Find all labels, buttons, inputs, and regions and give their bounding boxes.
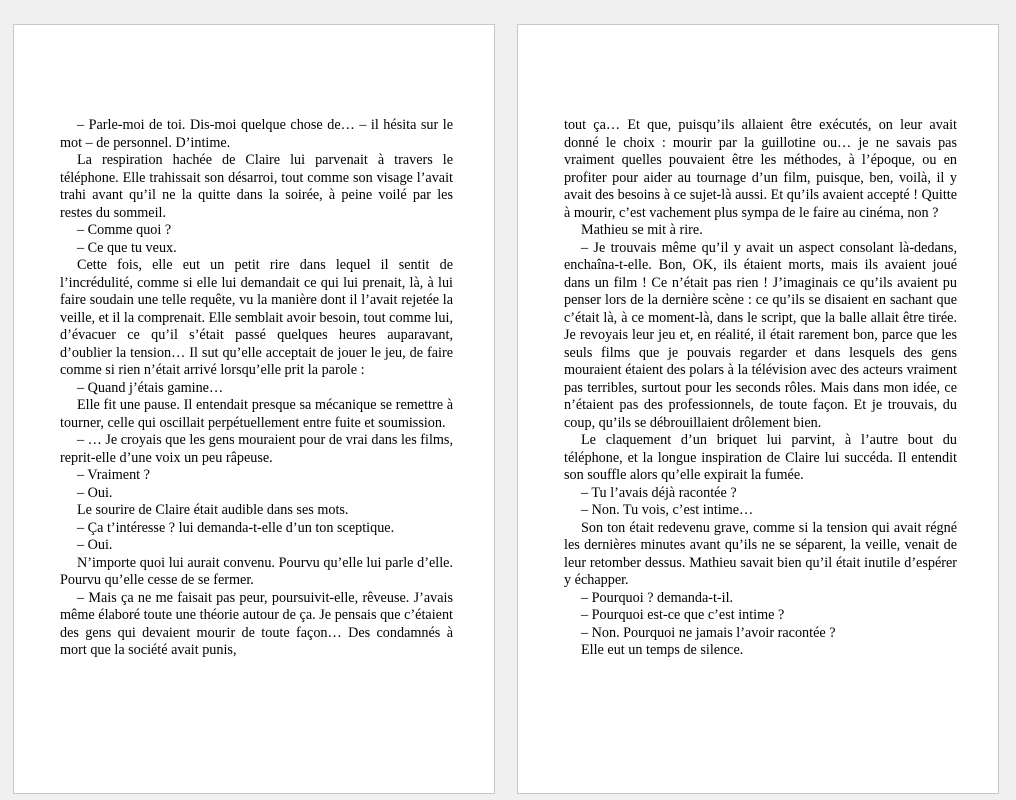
page-left[interactable]: [13, 24, 495, 794]
paragraph: Le sourire de Claire était audible dans ses mots.: [77, 502, 349, 518]
page-left-text: [60, 117, 453, 660]
paragraph: Elle fit une pause. Il entendait presque sa mécanique se remettre à tourner, celle qui oscillait perpétuellement entre fuite et soumission.: [60, 397, 453, 431]
paragraph: – Pourquoi ? demanda-t-il.: [581, 589, 734, 606]
paragraph: – Comme quoi ?: [77, 222, 172, 238]
paragraph: – Parle-moi de toi. Dis-moi quelque chose de… – il hésita sur le mot – de personnel. D’intime.: [60, 117, 453, 151]
paragraph: – Ce que tu veux.: [77, 239, 177, 256]
paragraph: – Je trouvais même qu’il y avait un aspect consolant là-dedans, enchaîna-t-elle. Bon, OK, ils étaient morts, mais ils avaient joué dans un film ! Ce n’était pas rien ! J’imaginais ce qu’ils avaient pu penser lors de la dernière scène : ce qu’ils se disaient en sachant que c’était là, à ce moment-là, dans le script, que la balle allait être tirée. Je revoyais leur jeu et, en réalité, il était rarement bon, parce que les seuls films que je pouvais regarder et dans lesquels des gens mouraient étaient des polars à la télévision avec des acteurs vraiment pas terribles, surtout pour les seconds rôles. Mais dans mon idée, ce n’étaient pas des professionnels, de toute façon. Et je trouvais, du coup, qu’ils se débrouillaient drôlement bien.: [564, 239, 957, 431]
paragraph: – … Je croyais que les gens mouraient pour de vrai dans les films, reprit-elle d’une voix un peu râpeuse.: [60, 432, 453, 466]
paragraph: Elle eut un temps de silence.: [581, 642, 744, 658]
paragraph: – Quand j’étais gamine…: [77, 379, 224, 396]
paragraph: – Oui.: [77, 484, 113, 501]
paragraph: N’importe quoi lui aurait convenu. Pourvu qu’elle lui parle d’elle. Pourvu qu’elle cesse de se fermer.: [60, 554, 453, 588]
paragraph: – Tu l’avais déjà racontée ?: [581, 484, 737, 501]
paragraph: Mathieu se mit à rire.: [581, 222, 703, 238]
paragraph: – Non. Pourquoi ne jamais l’avoir racontée ?: [581, 624, 836, 641]
paragraph: tout ça… Et que, puisqu’ils allaient être exécutés, on leur avait donné le choix : mourir par la guillotine ou… je ne savais pas vraiment quelles pouvaient être les méthodes, à l’époque, ou en profiter pour aider au tournage d’un film, puisque, ben, voilà, il y avait des besoins à ce sujet-là aussi. Et qu’ils avaient accepté ! Quitte à mourir, c’est vachement plus sympa de le faire au cinéma, non ?: [564, 117, 957, 221]
page-right-text: [564, 117, 957, 660]
paragraph: – Oui.: [77, 537, 113, 553]
paragraph: Son ton était redevenu grave, comme si la tension qui avait régné les dernières minutes avant qu’ils ne se séparent, la veille, venait de leur retomber dessus. Mathieu savait bien qu’il était inutile d’espérer y échapper.: [564, 519, 957, 588]
paragraph: – Vraiment ?: [77, 467, 150, 483]
paragraph: – Pourquoi est-ce que c’est intime ?: [581, 607, 785, 623]
paragraph: – Non. Tu vois, c’est intime…: [581, 502, 754, 518]
paragraph: La respiration hachée de Claire lui parvenait à travers le téléphone. Elle trahissait son désarroi, tout comme son visage l’avait trahi avant qu’il ne la quitte dans la soirée, à peine voilé par les restes du sommeil.: [60, 152, 453, 221]
page-right[interactable]: [517, 24, 999, 794]
paragraph: Le claquement d’un briquet lui parvint, à l’autre bout du téléphone, et la longue inspiration de Claire lui succéda. Il entendit son souffle alors qu’elle expirait la fumée.: [564, 432, 957, 483]
paragraph: – Mais ça ne me faisait pas peur, poursuivit-elle, rêveuse. J’avais même élaboré toute une théorie autour de ça. Je pensais que c’étaient des gens qui devaient mourir de toute façon… Des condamnés à mort que la société avait punis,: [60, 589, 453, 658]
paragraph: Cette fois, elle eut un petit rire dans lequel il sentit de l’incrédulité, comme si elle lui demandait ce qui lui prenait, là, à lui faire soudain une telle requête, vu la manière dont il l’avait rejetée la veille, et il la comprenait. Elle semblait avoir besoin, tout comme lui, d’évacuer ce qu’il s’était passé quelques heures auparavant, d’oublier la tension… Il sut qu’elle acceptait de jouer le jeu, de faire comme si rien n’était arrivé lorsqu’elle prit la parole :: [60, 257, 453, 378]
paragraph: – Ça t’intéresse ? lui demanda-t-elle d’un ton sceptique.: [77, 519, 395, 536]
